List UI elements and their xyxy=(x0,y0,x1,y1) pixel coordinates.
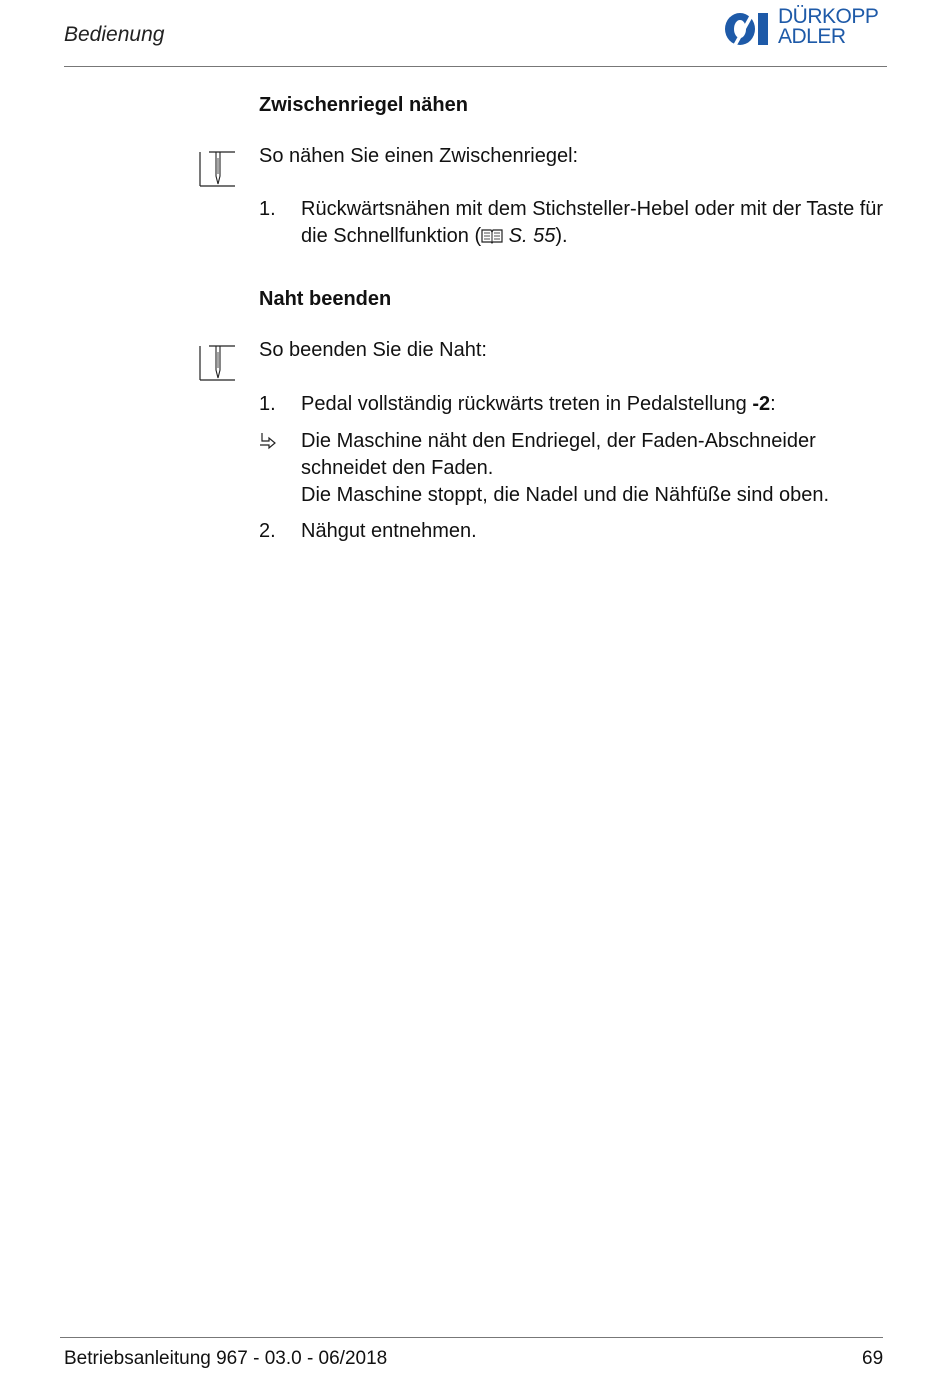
result-line: Die Maschine stoppt, die Nadel und die Nähfüße sind oben. xyxy=(301,484,830,506)
page-reference-link[interactable]: S. 55 xyxy=(508,225,556,247)
footer-divider xyxy=(60,1337,883,1338)
step-number: 2. xyxy=(259,520,276,542)
step-number: 1. xyxy=(259,393,276,415)
result-text xyxy=(301,428,901,509)
section-heading-naht-beenden: Naht beenden xyxy=(259,288,392,310)
logo-line-2: ADLER xyxy=(778,25,846,48)
logo-line-1: DÜRKOPP xyxy=(778,5,879,28)
result-arrow-icon xyxy=(259,432,277,450)
section-intro-zwischenriegel: So nähen Sie einen Zwischenriegel: xyxy=(259,145,579,167)
logo-wordmark xyxy=(778,7,878,47)
logo-mark-icon xyxy=(722,9,774,49)
step-text-end: : xyxy=(770,393,776,415)
result-line: Die Maschine näht den Endriegel, der Faden-Abschneider schneidet den Faden. xyxy=(301,430,816,479)
step-text-main: Pedal vollständig rückwärts treten in Pedalstellung xyxy=(301,393,753,415)
pedal-position-value: -2 xyxy=(752,393,771,415)
footer-page-number: 69 xyxy=(862,1348,884,1369)
needle-icon xyxy=(199,344,237,384)
step-text-end: ). xyxy=(555,225,568,247)
step-text-main: Rückwärtsnähen mit dem Stichsteller-Hebel oder mit der Taste für die Schnellfunktion ( xyxy=(301,198,884,247)
brand-logo xyxy=(722,6,892,50)
step-text xyxy=(301,391,901,418)
step-text xyxy=(301,196,901,250)
header-divider xyxy=(64,66,887,67)
footer-document-reference: Betriebsanleitung 967 - 03.0 - 06/2018 xyxy=(64,1348,388,1369)
book-icon xyxy=(481,227,503,244)
step-number: 1. xyxy=(259,198,276,220)
section-intro-naht-beenden: So beenden Sie die Naht: xyxy=(259,339,487,361)
step-text: Nähgut entnehmen. xyxy=(301,520,477,542)
section-heading-zwischenriegel: Zwischenriegel nähen xyxy=(259,94,468,116)
running-header-title: Bedienung xyxy=(64,23,165,46)
needle-icon xyxy=(199,150,237,190)
